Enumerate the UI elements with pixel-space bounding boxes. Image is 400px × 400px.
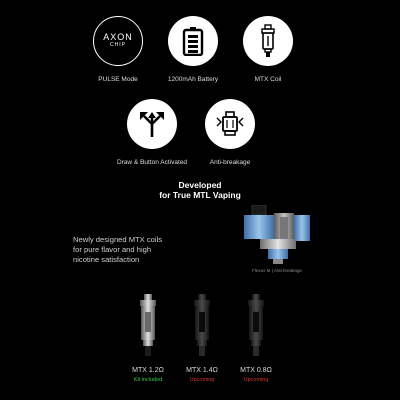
feature-label: Anti-breakage	[209, 159, 251, 166]
feature-label: 1200mAh Battery	[167, 76, 219, 83]
axon-chip-logo	[93, 16, 143, 66]
description-line3: nicotine satisfaction	[73, 255, 140, 264]
coil-item-1-4	[172, 294, 232, 383]
coil-status: Upcoming	[189, 377, 215, 383]
heading-line1: Developed	[178, 180, 222, 190]
tank-image	[240, 205, 316, 270]
coil-status: Kit included	[133, 377, 163, 383]
coil-name: MTX 1.2Ω	[132, 367, 164, 374]
logo-text: AXON	[103, 32, 133, 42]
feature-label: MTX Coil	[254, 76, 282, 83]
heading-line2: for True MTL Vaping	[159, 190, 241, 200]
coil-1-2-image	[118, 294, 178, 361]
feature-mtx-coil	[218, 16, 318, 83]
coil-1-4-image	[172, 294, 232, 361]
coil-status: Upcoming	[243, 377, 269, 383]
logo-sub: CHIP	[110, 42, 126, 48]
feature-label: Draw & Button Activated	[116, 159, 188, 166]
coil-name: MTX 1.4Ω	[186, 367, 218, 374]
description-line1: Newly designed MTX coils	[73, 235, 163, 244]
feature-label: PULSE Mode	[98, 76, 138, 83]
description-text	[73, 235, 223, 265]
coil-item-0-8	[226, 294, 286, 383]
coil-name: MTX 0.8Ω	[240, 367, 272, 374]
draw-button-arrows-icon	[127, 99, 177, 149]
tank-caption: Flexus M | Anti-breakage	[252, 268, 302, 273]
description-line2: for pure flavor and high	[73, 245, 152, 254]
tank-icon	[205, 99, 255, 149]
coil-icon	[243, 16, 293, 66]
section-heading	[100, 180, 300, 200]
battery-icon	[168, 16, 218, 66]
coil-item-1-2	[118, 294, 178, 383]
feature-anti-breakage	[180, 99, 280, 166]
coil-0-8-image	[226, 294, 286, 361]
